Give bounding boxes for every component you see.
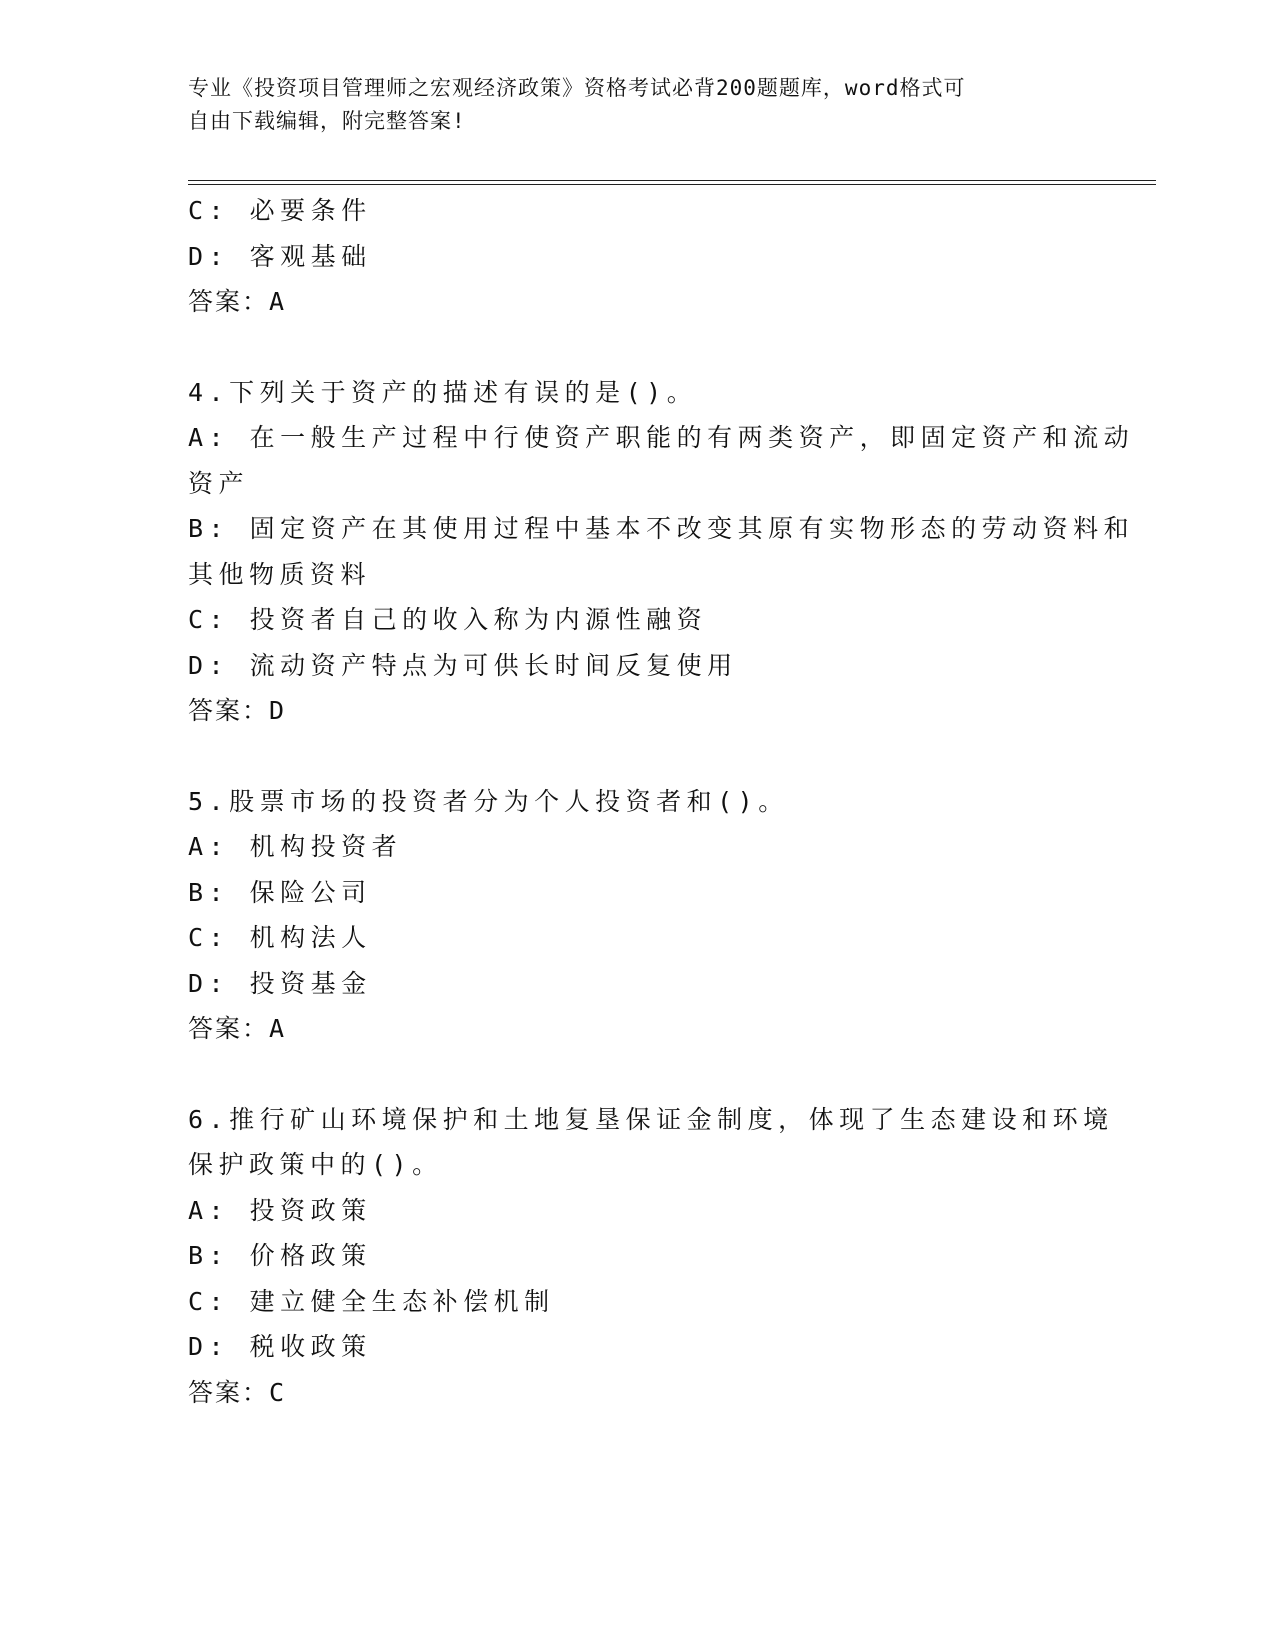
document-header bbox=[188, 72, 1088, 138]
option-a: A: 投资政策 bbox=[188, 1195, 372, 1225]
answer-line bbox=[188, 1370, 1088, 1416]
answer-value: A bbox=[269, 287, 287, 316]
option-b: B: 固定资产在其使用过程中基本不改变其原有实物形态的劳动资料和 bbox=[188, 514, 1135, 543]
question-stem: 6.推行矿山环境保护和土地复垦保证金制度，体现了生态建设和环境 bbox=[188, 1104, 1114, 1134]
header-line-2: 自由下载编辑，附完整答案! bbox=[188, 109, 466, 133]
header-divider-bottom bbox=[188, 184, 1156, 185]
header-line-1: 专业《投资项目管理师之宏观经济政策》资格考试必背200题题库，word格式可 bbox=[188, 76, 966, 100]
option-c: C: 建立健全生态补偿机制 bbox=[188, 1286, 555, 1316]
answer-label: 答案： bbox=[188, 1014, 270, 1043]
option-d: D: 客观基础 bbox=[188, 241, 372, 271]
option-a-continued: 资产 bbox=[188, 468, 250, 498]
answer-line bbox=[188, 279, 1088, 325]
option-b: B: 价格政策 bbox=[188, 1241, 372, 1270]
option-c: C: 投资者自己的收入称为内源性融资 bbox=[188, 605, 708, 634]
option-b: B: 保险公司 bbox=[188, 877, 372, 907]
answer-value: C bbox=[269, 1377, 287, 1407]
option-d: D: 流动资产特点为可供长时间反复使用 bbox=[188, 650, 738, 680]
question-stem: 5.股票市场的投资者分为个人投资者和()。 bbox=[188, 786, 789, 816]
answer-label: 答案： bbox=[188, 1377, 270, 1407]
header-divider-top bbox=[188, 180, 1156, 181]
option-a: A: 在一般生产过程中行使资产职能的有两类资产，即固定资产和流动 bbox=[188, 423, 1135, 452]
answer-value: D bbox=[269, 696, 287, 725]
option-d: D: 税收政策 bbox=[188, 1332, 372, 1361]
option-a: A: 机构投资者 bbox=[188, 832, 403, 861]
question-block bbox=[188, 188, 1088, 325]
answer-label: 答案： bbox=[188, 696, 270, 725]
answer-line bbox=[188, 688, 1088, 734]
answer-line bbox=[188, 1006, 1088, 1052]
answer-label: 答案： bbox=[188, 287, 270, 316]
question-stem: 4.下列关于资产的描述有误的是()。 bbox=[188, 377, 698, 407]
option-b-continued: 其他物质资料 bbox=[188, 559, 372, 589]
question-block bbox=[188, 779, 1088, 1052]
document-body bbox=[188, 188, 1135, 1415]
option-d: D: 投资基金 bbox=[188, 968, 372, 998]
answer-value: A bbox=[269, 1014, 287, 1043]
question-block bbox=[188, 370, 1135, 734]
question-block bbox=[188, 1097, 1114, 1416]
option-c: C: 机构法人 bbox=[188, 923, 372, 952]
option-c: C: 必要条件 bbox=[188, 196, 372, 225]
question-stem-continued: 保护政策中的()。 bbox=[188, 1150, 443, 1179]
